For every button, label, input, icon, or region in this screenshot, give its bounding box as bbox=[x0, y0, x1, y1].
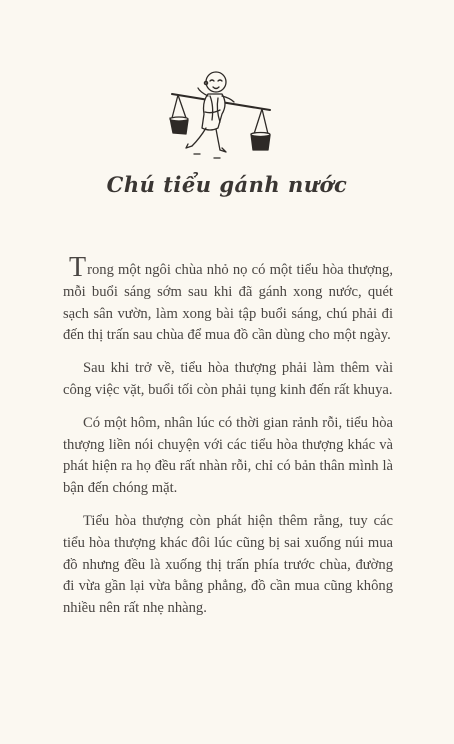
paragraph-3: Có một hôm, nhân lúc có thời gian rảnh rỗi, tiểu hòa thượng liền nói chuyện với các tiểu hòa thượng khác và phát hiện ra họ đều rất nhàn rỗi, chỉ có bản thân mình là bận đến chóng mặt. bbox=[63, 414, 393, 497]
monk-carrying-water-buckets-icon bbox=[158, 62, 278, 166]
paragraph-2: Sau khi trở về, tiểu hòa thượng phải làm thêm vài công việc vặt, buổi tối còn phải tụng kinh đến rất khuya. bbox=[63, 360, 393, 398]
chapter-title: Chú tiểu gánh nước bbox=[106, 172, 348, 197]
paragraph-1 bbox=[63, 252, 393, 347]
chapter-body bbox=[63, 252, 393, 631]
drop-cap-letter: T bbox=[69, 252, 87, 283]
paragraph-4: Tiểu hòa thượng còn phát hiện thêm rằng, tuy các tiểu hòa thượng khác đôi lúc cũng bị sai xuống núi mua đồ nhưng đều là xuống thị trấn phía trước chùa, đường đi vừa gần lại vừa bằng phẳng, đồ cần mua cũng không nhiều nên rất nhẹ nhàng. bbox=[63, 512, 393, 617]
paragraph-1-text: rong một ngôi chùa nhỏ nọ có một tiểu hòa thượng, mỗi buổi sáng sớm sau khi đã gánh xong nước, quét sạch sân vườn, làm xong bài tập buổi sáng, chú phải đi đến thị trấn sau chùa để mua đồ cần dùng cho một ngày. bbox=[63, 262, 393, 344]
